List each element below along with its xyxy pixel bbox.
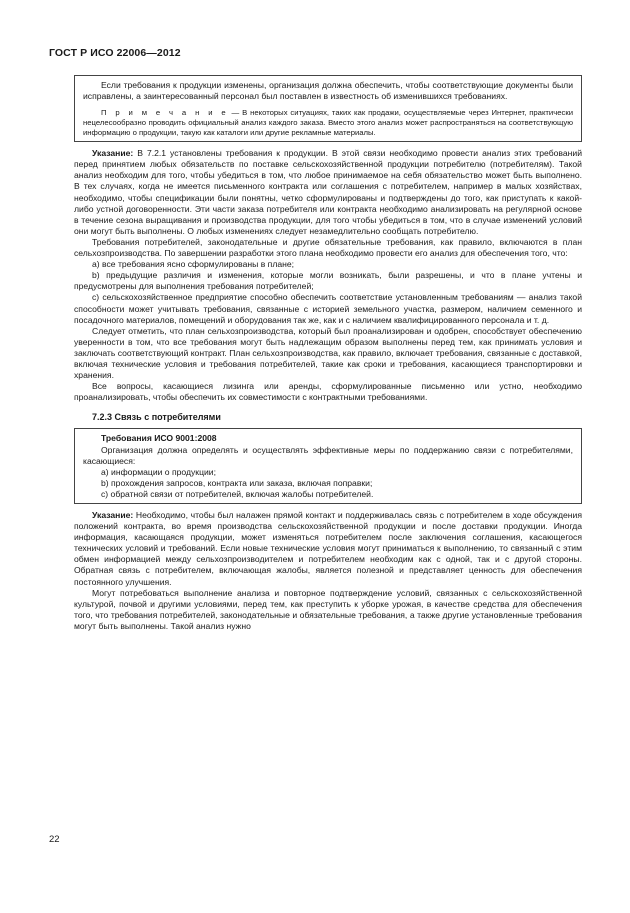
list-item: с) обратной связи от потребителей, включая жалобы потребителей.: [101, 488, 374, 499]
requirement-text: Организация должна определять и осуществлять эффективные меры по поддержанию связи с потребителями, касающиеся:: [83, 444, 573, 466]
list-item: b) предыдущие различия и изменения, которые могли возникать, были разрешены, и что в плане учтены и предусмотрены для выполнения требования потребителей;: [74, 270, 582, 292]
note-paragraph: [83, 108, 573, 138]
paragraph-3: Следует отметить, что план сельхозпроизводства, который был проанализирован и одобрен, способствует обеспечению уверенности в том, что все требования могут быть надлежащим образом выполнены перед тем, как принимать условия и заключать соответствующий контракт. План сельхозпроизводства, как правило, включает требования, связанные с доставкой, включая технические условия и требования потребителей, такие как сроки и требования, касающиеся транспортировки и хранения.: [74, 325, 582, 381]
requirement-box-2: [74, 428, 582, 504]
box-paragraph: Если требования к продукции изменены, организация должна обеспечить, чтобы соответствующие документы были исправлены, а заинтересованный персонал был поставлен в известность об изменившихся требованиях.: [83, 80, 573, 102]
paragraph-4: Все вопросы, касающиеся лизинга или аренды, сформулированные письменно или устно, необходимо проанализировать, чтобы обеспечить их совместимости с контрактными требованиями.: [74, 381, 582, 403]
list-item: а) все требования ясно сформулированы в плане;: [92, 259, 295, 270]
list-item: а) информации о продукции;: [101, 466, 216, 477]
page-number: 22: [49, 834, 60, 845]
guidance-label: Указание:: [92, 148, 134, 159]
note-text: — В некоторых ситуациях, таких как продажи, осуществляемые через Интернет, практически нецелесообразно проводить официальный анализ каждого заказа. Вместо этого анализ может распространяться на соответствующую информацию о продукции, такую как каталоги или другие рекламные материалы.: [83, 108, 573, 138]
guidance-paragraph-2: [74, 510, 582, 588]
guidance-paragraph-1: [74, 148, 582, 237]
document-body: [74, 75, 582, 632]
section-heading: 7.2.3 Связь с потребителями: [92, 412, 221, 423]
document-header: ГОСТ Р ИСО 22006—2012: [49, 47, 181, 59]
list-item: b) прохождения запросов, контракта или заказа, включая поправки;: [101, 477, 373, 488]
paragraph-6: Могут потребоваться выполнение анализа и повторное подтверждение условий, связанных с сельскохозяйственной культурой, почвой и другими условиями, перед тем, как преступить к уборке урожая, в качестве средства для обеспечения того, что требования потребителей, законодательные и обязательные требования, а также другие установленные требования могут быть выполнены. Такой анализ нужно: [74, 587, 582, 631]
requirement-box-1: [74, 75, 582, 142]
requirement-title: Требования ИСО 9001:2008: [101, 433, 217, 444]
guidance-text: Необходимо, чтобы был налажен прямой контакт и поддерживалась связь с потребителем в ходе обсуждения положений контракта, во время производства сельскохозяйственной продукции и после доставки продукции. Иногда информация, касающаяся продукции, может изменяться потребителем после заключения соглашения, касающегося технических условий и требований. Если новые технические условия могут приниматься к выполнению, то связанный с этим обмен информацией между сельхозпроизводителем и потребителем необходим как с одной, так и с другой стороны. Обратная связь с потребителем, включающая жалобы, является полезной и представляет ценность для обеспечения постоянного улучшения.: [74, 510, 582, 587]
paragraph-2: Требования потребителей, законодательные и другие обязательные требования, как правило, включаются в план сельхозпроизводства. По завершении разработки этого плана необходимо провести его анализ для обеспечения того, что:: [74, 236, 582, 259]
list-item: c) сельскохозяйственное предприятие способно обеспечить соответствие установленным требованиям — анализ такой способности может учитывать требования, связанные с историей земельного участка, размером, наличием семенного и посадочного материалов, помещений и оборудования так же, как и с наличием квалифицированного персонала и т. д.: [74, 292, 582, 325]
guidance-text: В 7.2.1 установлены требования к продукции. В этой связи необходимо провести анализ этих требований перед принятием любых обязательств по поставке сельскохозяйственной продукции потребителю (потребителям). Такой анализ необходим для того, чтобы убедиться в том, что любое принимаемое на себя обязательство может быть выполнено. В тех случаях, когда не имеется письменного контракта или соглашения с потребителем, например в малых хозяйствах, необходимо, чтобы спецификации были понятны, четко сформулированы и подтверждены до того, как приступать к какой- либо устной договоренности. Эти части заказа потребителя или контракта необходимо анализировать на регулярной основе в течение сезона выращивания и производства продукции, для того чтобы убедиться в том, что в случае изменений условий они могут быть выполнены. О любых изменениях следует незамедлительно сообщать потребителю.: [74, 148, 582, 236]
guidance-label: Указание:: [92, 510, 134, 520]
note-label: П р и м е ч а н и е: [101, 108, 229, 118]
